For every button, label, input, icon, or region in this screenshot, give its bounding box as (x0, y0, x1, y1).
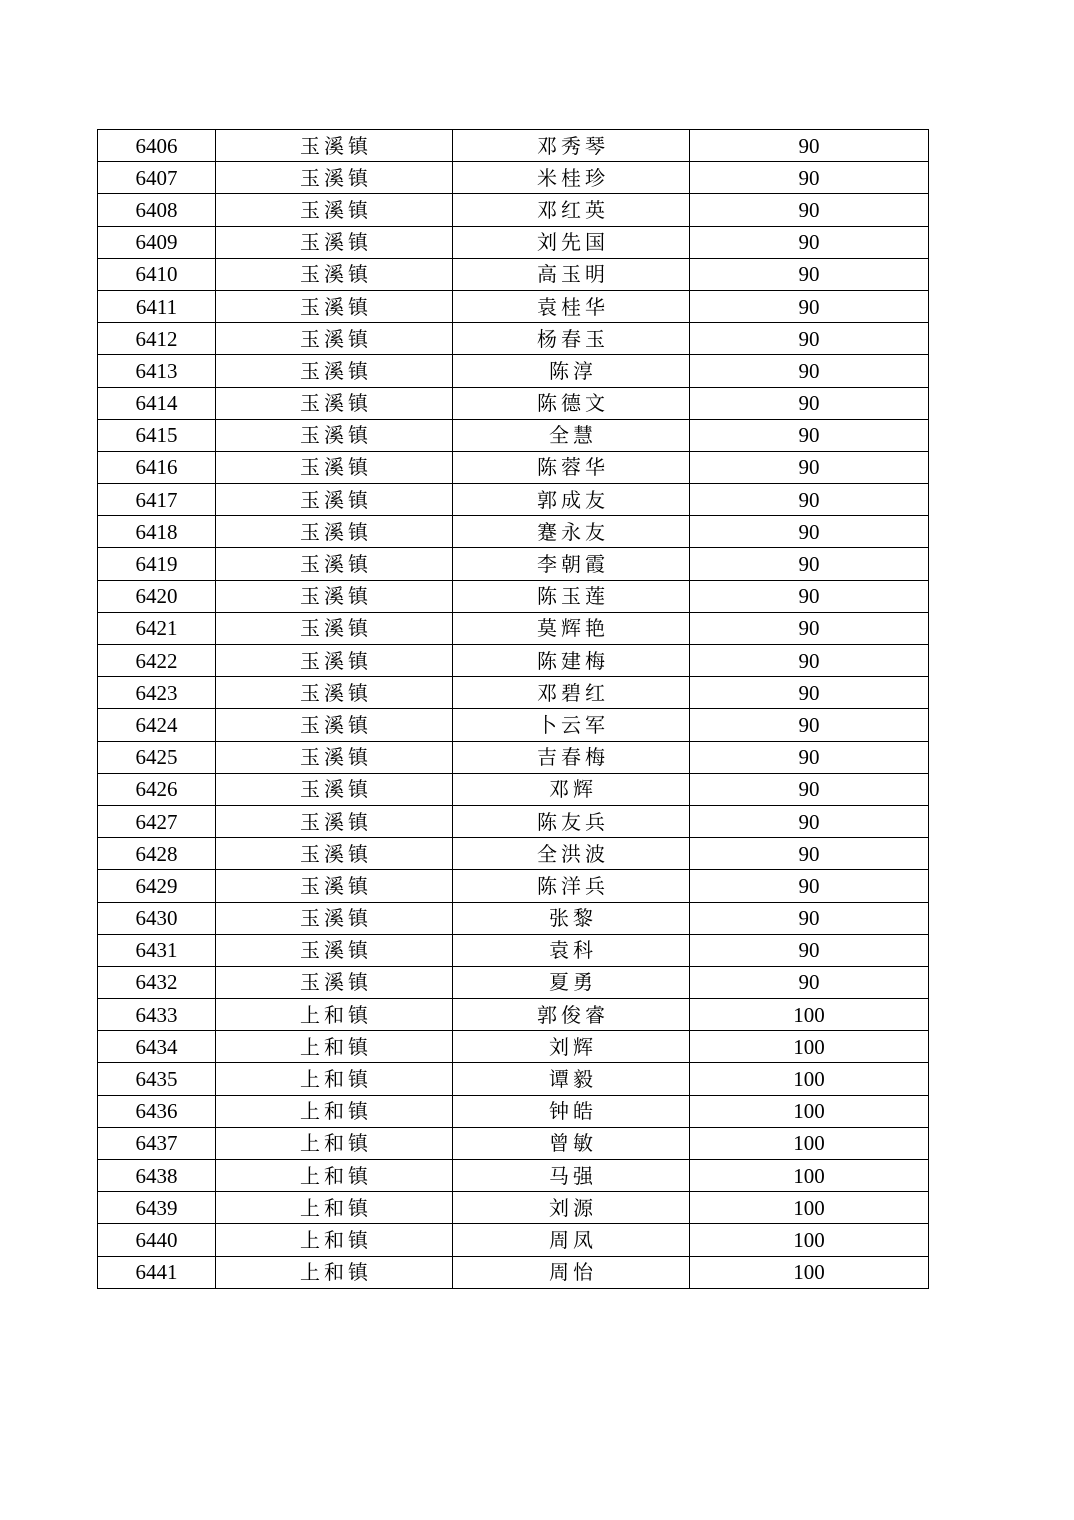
row-number-cell: 6415 (98, 419, 216, 451)
town-cell: 上和镇 (216, 1160, 453, 1192)
town-cell: 玉溪镇 (216, 451, 453, 483)
town-cell: 玉溪镇 (216, 355, 453, 387)
amount-cell: 90 (690, 484, 929, 516)
row-number-cell: 6429 (98, 870, 216, 902)
row-number-cell: 6439 (98, 1192, 216, 1224)
table-row (98, 387, 929, 419)
person-name-cell: 刘先国 (453, 226, 690, 258)
row-number-cell: 6424 (98, 709, 216, 741)
table-row (98, 709, 929, 741)
person-name-cell: 曾敏 (453, 1127, 690, 1159)
row-number-cell: 6406 (98, 130, 216, 162)
person-name-cell: 郭俊睿 (453, 999, 690, 1031)
row-number-cell: 6412 (98, 323, 216, 355)
town-cell: 玉溪镇 (216, 805, 453, 837)
table-row (98, 870, 929, 902)
table-row (98, 355, 929, 387)
table-row (98, 194, 929, 226)
amount-cell: 90 (690, 645, 929, 677)
person-name-cell: 郭成友 (453, 484, 690, 516)
town-cell: 玉溪镇 (216, 838, 453, 870)
table-row (98, 419, 929, 451)
person-name-cell: 袁科 (453, 934, 690, 966)
data-table (97, 129, 929, 1289)
table-row (98, 130, 929, 162)
town-cell: 玉溪镇 (216, 194, 453, 226)
amount-cell: 90 (690, 290, 929, 322)
amount-cell: 90 (690, 226, 929, 258)
row-number-cell: 6417 (98, 484, 216, 516)
town-cell: 玉溪镇 (216, 516, 453, 548)
person-name-cell: 莫辉艳 (453, 612, 690, 644)
row-number-cell: 6409 (98, 226, 216, 258)
person-name-cell: 周凤 (453, 1224, 690, 1256)
table-row (98, 741, 929, 773)
amount-cell: 90 (690, 548, 929, 580)
table-row (98, 1127, 929, 1159)
amount-cell: 90 (690, 580, 929, 612)
person-name-cell: 陈洋兵 (453, 870, 690, 902)
row-number-cell: 6407 (98, 162, 216, 194)
town-cell: 玉溪镇 (216, 612, 453, 644)
row-number-cell: 6416 (98, 451, 216, 483)
person-name-cell: 卜云军 (453, 709, 690, 741)
amount-cell: 90 (690, 194, 929, 226)
person-name-cell: 刘源 (453, 1192, 690, 1224)
amount-cell: 100 (690, 1256, 929, 1288)
table-row (98, 162, 929, 194)
table-row (98, 1160, 929, 1192)
row-number-cell: 6432 (98, 966, 216, 998)
row-number-cell: 6413 (98, 355, 216, 387)
amount-cell: 90 (690, 162, 929, 194)
person-name-cell: 谭毅 (453, 1063, 690, 1095)
row-number-cell: 6426 (98, 773, 216, 805)
row-number-cell: 6423 (98, 677, 216, 709)
row-number-cell: 6410 (98, 258, 216, 290)
amount-cell: 90 (690, 612, 929, 644)
amount-cell: 90 (690, 870, 929, 902)
person-name-cell: 夏勇 (453, 966, 690, 998)
amount-cell: 100 (690, 1192, 929, 1224)
table-row (98, 934, 929, 966)
table-row (98, 1095, 929, 1127)
person-name-cell: 邓红英 (453, 194, 690, 226)
person-name-cell: 李朝霞 (453, 548, 690, 580)
row-number-cell: 6435 (98, 1063, 216, 1095)
table-row (98, 612, 929, 644)
town-cell: 玉溪镇 (216, 580, 453, 612)
row-number-cell: 6411 (98, 290, 216, 322)
town-cell: 上和镇 (216, 1127, 453, 1159)
town-cell: 玉溪镇 (216, 677, 453, 709)
person-name-cell: 陈德文 (453, 387, 690, 419)
table-row (98, 838, 929, 870)
town-cell: 玉溪镇 (216, 130, 453, 162)
amount-cell: 100 (690, 999, 929, 1031)
row-number-cell: 6428 (98, 838, 216, 870)
table-row (98, 645, 929, 677)
person-name-cell: 张黎 (453, 902, 690, 934)
person-name-cell: 马强 (453, 1160, 690, 1192)
town-cell: 玉溪镇 (216, 870, 453, 902)
person-name-cell: 全慧 (453, 419, 690, 451)
table-row (98, 773, 929, 805)
person-name-cell: 钟皓 (453, 1095, 690, 1127)
amount-cell: 100 (690, 1063, 929, 1095)
amount-cell: 90 (690, 677, 929, 709)
row-number-cell: 6427 (98, 805, 216, 837)
town-cell: 上和镇 (216, 1063, 453, 1095)
amount-cell: 90 (690, 130, 929, 162)
table-row (98, 226, 929, 258)
town-cell: 玉溪镇 (216, 773, 453, 805)
person-name-cell: 杨春玉 (453, 323, 690, 355)
town-cell: 玉溪镇 (216, 387, 453, 419)
amount-cell: 90 (690, 258, 929, 290)
town-cell: 玉溪镇 (216, 162, 453, 194)
table-row (98, 451, 929, 483)
row-number-cell: 6425 (98, 741, 216, 773)
amount-cell: 90 (690, 773, 929, 805)
amount-cell: 90 (690, 805, 929, 837)
row-number-cell: 6430 (98, 902, 216, 934)
town-cell: 玉溪镇 (216, 226, 453, 258)
table-row (98, 999, 929, 1031)
table-row (98, 516, 929, 548)
person-name-cell: 邓辉 (453, 773, 690, 805)
town-cell: 玉溪镇 (216, 645, 453, 677)
person-name-cell: 陈建梅 (453, 645, 690, 677)
town-cell: 玉溪镇 (216, 323, 453, 355)
person-name-cell: 陈蓉华 (453, 451, 690, 483)
row-number-cell: 6434 (98, 1031, 216, 1063)
table-row (98, 1256, 929, 1288)
table-row (98, 1224, 929, 1256)
town-cell: 玉溪镇 (216, 419, 453, 451)
row-number-cell: 6440 (98, 1224, 216, 1256)
row-number-cell: 6414 (98, 387, 216, 419)
amount-cell: 90 (690, 387, 929, 419)
table-row (98, 323, 929, 355)
table-row (98, 902, 929, 934)
town-cell: 上和镇 (216, 1192, 453, 1224)
person-name-cell: 蹇永友 (453, 516, 690, 548)
table-row (98, 805, 929, 837)
row-number-cell: 6418 (98, 516, 216, 548)
amount-cell: 100 (690, 1160, 929, 1192)
row-number-cell: 6422 (98, 645, 216, 677)
town-cell: 玉溪镇 (216, 709, 453, 741)
table-row (98, 1063, 929, 1095)
town-cell: 玉溪镇 (216, 741, 453, 773)
table-row (98, 290, 929, 322)
town-cell: 上和镇 (216, 1224, 453, 1256)
amount-cell: 90 (690, 451, 929, 483)
amount-cell: 100 (690, 1031, 929, 1063)
row-number-cell: 6421 (98, 612, 216, 644)
table-row (98, 580, 929, 612)
person-name-cell: 陈玉莲 (453, 580, 690, 612)
row-number-cell: 6419 (98, 548, 216, 580)
town-cell: 玉溪镇 (216, 934, 453, 966)
row-number-cell: 6433 (98, 999, 216, 1031)
row-number-cell: 6436 (98, 1095, 216, 1127)
row-number-cell: 6437 (98, 1127, 216, 1159)
amount-cell: 90 (690, 516, 929, 548)
row-number-cell: 6431 (98, 934, 216, 966)
person-name-cell: 陈淳 (453, 355, 690, 387)
amount-cell: 100 (690, 1095, 929, 1127)
person-name-cell: 米桂珍 (453, 162, 690, 194)
table-row (98, 1192, 929, 1224)
amount-cell: 90 (690, 709, 929, 741)
person-name-cell: 袁桂华 (453, 290, 690, 322)
table-row (98, 1031, 929, 1063)
person-name-cell: 吉春梅 (453, 741, 690, 773)
row-number-cell: 6441 (98, 1256, 216, 1288)
town-cell: 玉溪镇 (216, 902, 453, 934)
amount-cell: 90 (690, 934, 929, 966)
person-name-cell: 高玉明 (453, 258, 690, 290)
amount-cell: 100 (690, 1127, 929, 1159)
town-cell: 上和镇 (216, 1031, 453, 1063)
table-row (98, 548, 929, 580)
amount-cell: 90 (690, 966, 929, 998)
table-row (98, 677, 929, 709)
amount-cell: 90 (690, 741, 929, 773)
town-cell: 玉溪镇 (216, 290, 453, 322)
table-body (98, 130, 929, 1289)
amount-cell: 100 (690, 1224, 929, 1256)
town-cell: 玉溪镇 (216, 258, 453, 290)
person-name-cell: 全洪波 (453, 838, 690, 870)
table-row (98, 258, 929, 290)
town-cell: 玉溪镇 (216, 548, 453, 580)
town-cell: 上和镇 (216, 1095, 453, 1127)
row-number-cell: 6408 (98, 194, 216, 226)
person-name-cell: 刘辉 (453, 1031, 690, 1063)
person-name-cell: 邓秀琴 (453, 130, 690, 162)
amount-cell: 90 (690, 355, 929, 387)
person-name-cell: 陈友兵 (453, 805, 690, 837)
table-row (98, 484, 929, 516)
row-number-cell: 6420 (98, 580, 216, 612)
town-cell: 上和镇 (216, 1256, 453, 1288)
town-cell: 上和镇 (216, 999, 453, 1031)
amount-cell: 90 (690, 419, 929, 451)
amount-cell: 90 (690, 902, 929, 934)
person-name-cell: 周怡 (453, 1256, 690, 1288)
town-cell: 玉溪镇 (216, 484, 453, 516)
town-cell: 玉溪镇 (216, 966, 453, 998)
amount-cell: 90 (690, 323, 929, 355)
row-number-cell: 6438 (98, 1160, 216, 1192)
amount-cell: 90 (690, 838, 929, 870)
person-name-cell: 邓碧红 (453, 677, 690, 709)
table-row (98, 966, 929, 998)
